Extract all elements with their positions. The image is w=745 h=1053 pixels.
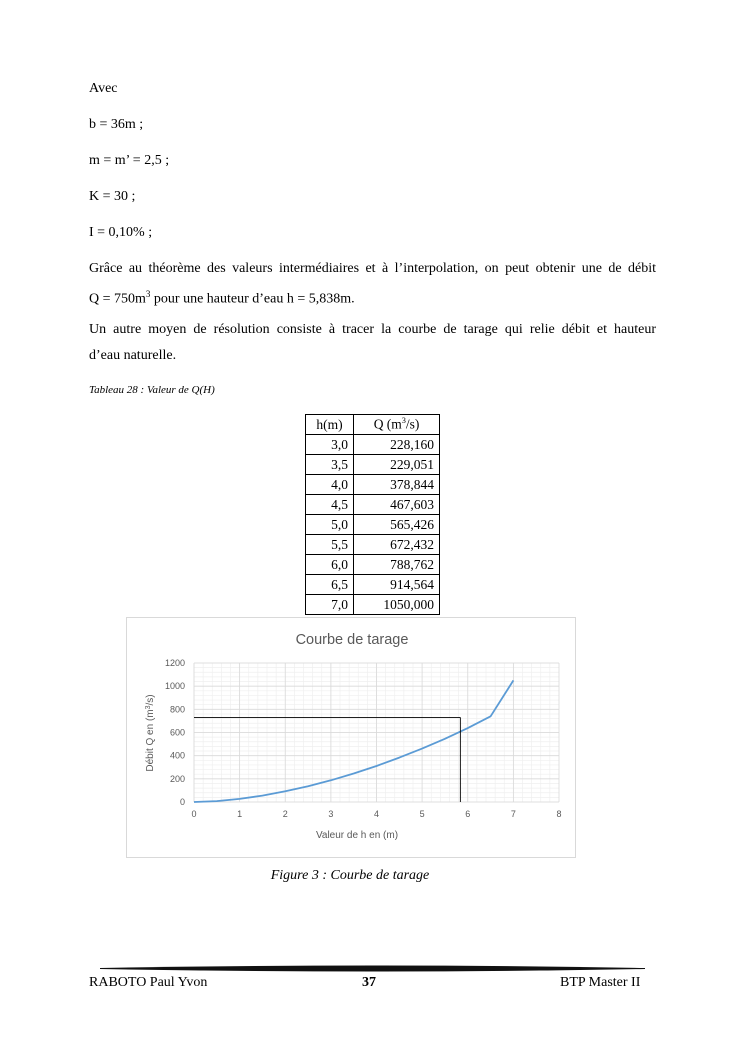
header-h: h(m) [306, 415, 354, 435]
cell-h: 5,0 [306, 515, 354, 535]
y-tick-label: 800 [169, 704, 185, 715]
y-tick-label: 600 [169, 727, 185, 738]
footer-course: BTP Master II [560, 975, 641, 990]
y-tick-label: 1000 [164, 681, 185, 692]
table-row [306, 595, 440, 615]
y-tick-label: 1200 [164, 658, 185, 668]
q-h-table [305, 414, 440, 615]
x-tick-label: 7 [510, 809, 516, 819]
cell-h: 4,0 [306, 475, 354, 495]
x-tick-label: 1 [237, 809, 243, 819]
footer-divider [100, 963, 645, 975]
chart-title: Courbe de tarage [295, 632, 409, 648]
height-text: pour une hauteur d’eau h = 5,838m. [150, 291, 355, 307]
x-tick-label: 5 [419, 809, 425, 819]
cell-q: 565,426 [354, 515, 440, 535]
cell-q: 1050,000 [354, 595, 440, 615]
x-tick-label: 0 [191, 809, 197, 819]
cell-h: 6,5 [306, 575, 354, 595]
cell-q: 228,160 [354, 435, 440, 455]
cell-q: 672,432 [354, 535, 440, 555]
table-row [306, 435, 440, 455]
cell-h: 3,5 [306, 455, 354, 475]
figure-caption: Figure 3 : Courbe de tarage [270, 868, 430, 883]
text-i: I = 0,10% ; [89, 225, 153, 240]
y-tick-label: 200 [169, 773, 185, 784]
y-tick-label: 400 [169, 750, 185, 761]
footer-author: RABOTO Paul Yvon [89, 975, 208, 990]
cell-h: 6,0 [306, 555, 354, 575]
cell-q: 914,564 [354, 575, 440, 595]
table-row [306, 455, 440, 475]
table-row [306, 495, 440, 515]
cell-h: 3,0 [306, 435, 354, 455]
text-avec: Avec [89, 81, 118, 96]
cell-q: 467,603 [354, 495, 440, 515]
text-b: b = 36m ; [89, 117, 144, 132]
x-tick-label: 2 [282, 809, 288, 819]
table-caption: Tableau 28 : Valeur de Q(H) [89, 384, 215, 396]
cell-h: 5,5 [306, 535, 354, 555]
table-row [306, 515, 440, 535]
table-row [306, 575, 440, 595]
table-header-row [306, 415, 440, 435]
y-tick-label: 0 [179, 797, 185, 807]
text-k: K = 30 ; [89, 189, 136, 204]
header-q: Q $(m^3/s)$ [354, 415, 440, 435]
y-axis-label: Débit Q en $(m^3/s)$ [145, 694, 156, 772]
paragraph-2-line-1: Un autre moyen de résolution consiste à tracer la courbe de tarage qui relie débit et hauteur [89, 322, 656, 337]
paragraph-2-line-2: d’eau naturelle. [89, 348, 177, 363]
text-m: m = m’ = 2,5 ; [89, 153, 170, 168]
flow-text: Q = 750m [89, 291, 146, 307]
table-row [306, 535, 440, 555]
cell-h: 4,5 [306, 495, 354, 515]
flow-unit-superscript: 3 [145, 289, 151, 299]
table-row [306, 555, 440, 575]
page-number: 37 [362, 975, 376, 990]
rating-curve-chart [127, 618, 577, 859]
x-tick-label: 4 [373, 809, 380, 819]
x-tick-label: 6 [465, 809, 471, 819]
x-axis-label: Valeur de h en (m) [315, 830, 399, 841]
table-row [306, 475, 440, 495]
paragraph-1-line-2 [89, 287, 355, 307]
cell-q: 378,844 [354, 475, 440, 495]
paragraph-1-line-1: Grâce au théorème des valeurs intermédiaires et à l’interpolation, on peut obtenir une de débit [89, 261, 656, 276]
cell-q: 788,762 [354, 555, 440, 575]
x-tick-label: 8 [556, 809, 562, 819]
chart-area [126, 617, 576, 858]
cell-h: 7,0 [306, 595, 354, 615]
x-tick-label: 3 [328, 809, 334, 819]
cell-q: 229,051 [354, 455, 440, 475]
